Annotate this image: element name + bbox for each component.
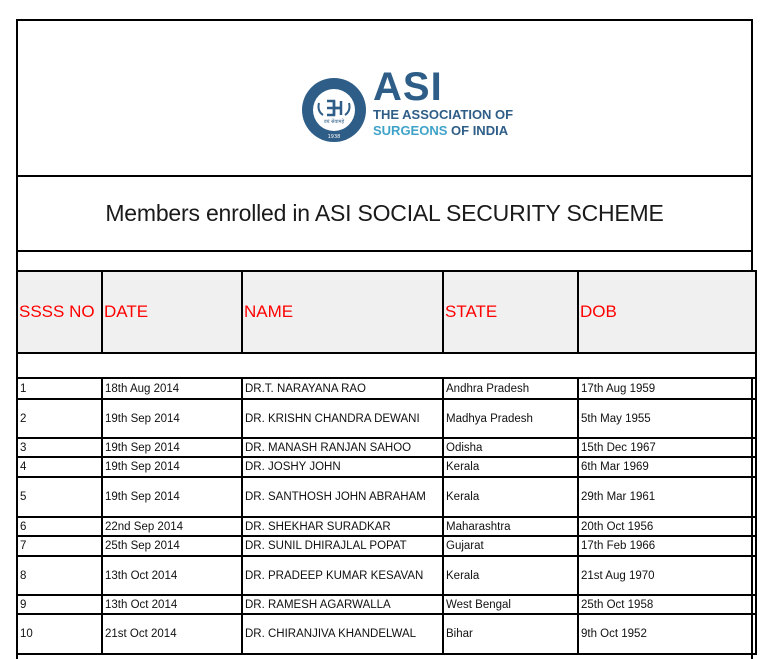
members-table [16, 270, 757, 655]
cell-state: Maharashtra [443, 517, 578, 536]
column-header: DOB [578, 271, 756, 353]
cell-no: 7 [17, 536, 102, 556]
table-row [17, 536, 756, 556]
table-row [17, 378, 756, 399]
brand-acronym: ASI [373, 65, 443, 109]
document-frame [16, 19, 753, 659]
cell-no: 3 [17, 438, 102, 457]
logo-section [18, 21, 751, 177]
seal-year: 1938 [327, 134, 341, 140]
table-header-row [17, 271, 756, 353]
cell-dob: 9th Oct 1952 [578, 614, 756, 654]
spacer-row [17, 353, 756, 378]
cell-no: 5 [17, 477, 102, 517]
cell-state: Andhra Pradesh [443, 378, 578, 399]
table-row [17, 595, 756, 614]
cell-no: 4 [17, 457, 102, 477]
spacer-cell [17, 353, 756, 378]
cell-date: 21st Oct 2014 [102, 614, 242, 654]
cell-dob: 17th Aug 1959 [578, 378, 756, 399]
cell-date: 18th Aug 2014 [102, 378, 242, 399]
seal-motto: वयं सेवामहे [323, 119, 345, 125]
cell-dob: 25th Oct 1958 [578, 595, 756, 614]
column-header: NAME [242, 271, 443, 353]
cell-state: Bihar [443, 614, 578, 654]
cell-date: 19th Sep 2014 [102, 438, 242, 457]
title-section [18, 177, 751, 252]
cell-state: Kerala [443, 477, 578, 517]
cell-date: 19th Sep 2014 [102, 457, 242, 477]
brand-line1: THE ASSOCIATION OF [373, 107, 514, 122]
cell-state: Odisha [443, 438, 578, 457]
cell-dob: 29th Mar 1961 [578, 477, 756, 517]
brand-line2-surgeons: SURGEONS [373, 123, 448, 138]
cell-state: Madhya Pradesh [443, 399, 578, 438]
cell-dob: 5th May 1955 [578, 399, 756, 438]
brand-line2 [373, 123, 513, 139]
cell-state: Kerala [443, 556, 578, 595]
cell-no: 1 [17, 378, 102, 399]
cell-no: 8 [17, 556, 102, 595]
brand-line2-of-india: OF INDIA [451, 123, 509, 138]
cell-name: DR. SHEKHAR SURADKAR [242, 517, 443, 536]
column-header: DATE [102, 271, 242, 353]
cell-date: 25th Sep 2014 [102, 536, 242, 556]
asi-seal-icon [301, 77, 367, 143]
table-row [17, 438, 756, 457]
table-row [17, 399, 756, 438]
spacer-row [18, 252, 751, 272]
cell-state: West Bengal [443, 595, 578, 614]
page-title: Members enrolled in ASI SOCIAL SECURITY SCHEME [105, 200, 664, 226]
table-row [17, 556, 756, 595]
cell-name: DR. JOSHY JOHN [242, 457, 443, 477]
column-header: STATE [443, 271, 578, 353]
cell-dob: 17th Feb 1966 [578, 536, 756, 556]
cell-name: DR. SANTHOSH JOHN ABRAHAM [242, 477, 443, 517]
cell-date: 22nd Sep 2014 [102, 517, 242, 536]
cell-name: DR. PRADEEP KUMAR KESAVAN [242, 556, 443, 595]
table-row [17, 457, 756, 477]
cell-name: DR. KRISHN CHANDRA DEWANI [242, 399, 443, 438]
cell-no: 10 [17, 614, 102, 654]
cell-name: DR. RAMESH AGARWALLA [242, 595, 443, 614]
cell-dob: 6th Mar 1969 [578, 457, 756, 477]
cell-name: DR. SUNIL DHIRAJLAL POPAT [242, 536, 443, 556]
cell-dob: 20th Oct 1956 [578, 517, 756, 536]
column-header: SSSS NO [17, 271, 102, 353]
cell-date: 13th Oct 2014 [102, 556, 242, 595]
cell-date: 13th Oct 2014 [102, 595, 242, 614]
cell-date: 19th Sep 2014 [102, 477, 242, 517]
cell-name: DR. CHIRANJIVA KHANDELWAL [242, 614, 443, 654]
cell-state: Kerala [443, 457, 578, 477]
cell-dob: 15th Dec 1967 [578, 438, 756, 457]
cell-state: Gujarat [443, 536, 578, 556]
cell-name: DR.T. NARAYANA RAO [242, 378, 443, 399]
cell-dob: 21st Aug 1970 [578, 556, 756, 595]
cell-date: 19th Sep 2014 [102, 399, 242, 438]
asi-logo [301, 65, 571, 149]
cell-no: 9 [17, 595, 102, 614]
cell-no: 2 [17, 399, 102, 438]
table-row [17, 614, 756, 654]
table-body [17, 378, 756, 654]
cell-no: 6 [17, 517, 102, 536]
cell-name: DR. MANASH RANJAN SAHOO [242, 438, 443, 457]
table-row [17, 517, 756, 536]
brand-text [373, 67, 513, 139]
table-row [17, 477, 756, 517]
